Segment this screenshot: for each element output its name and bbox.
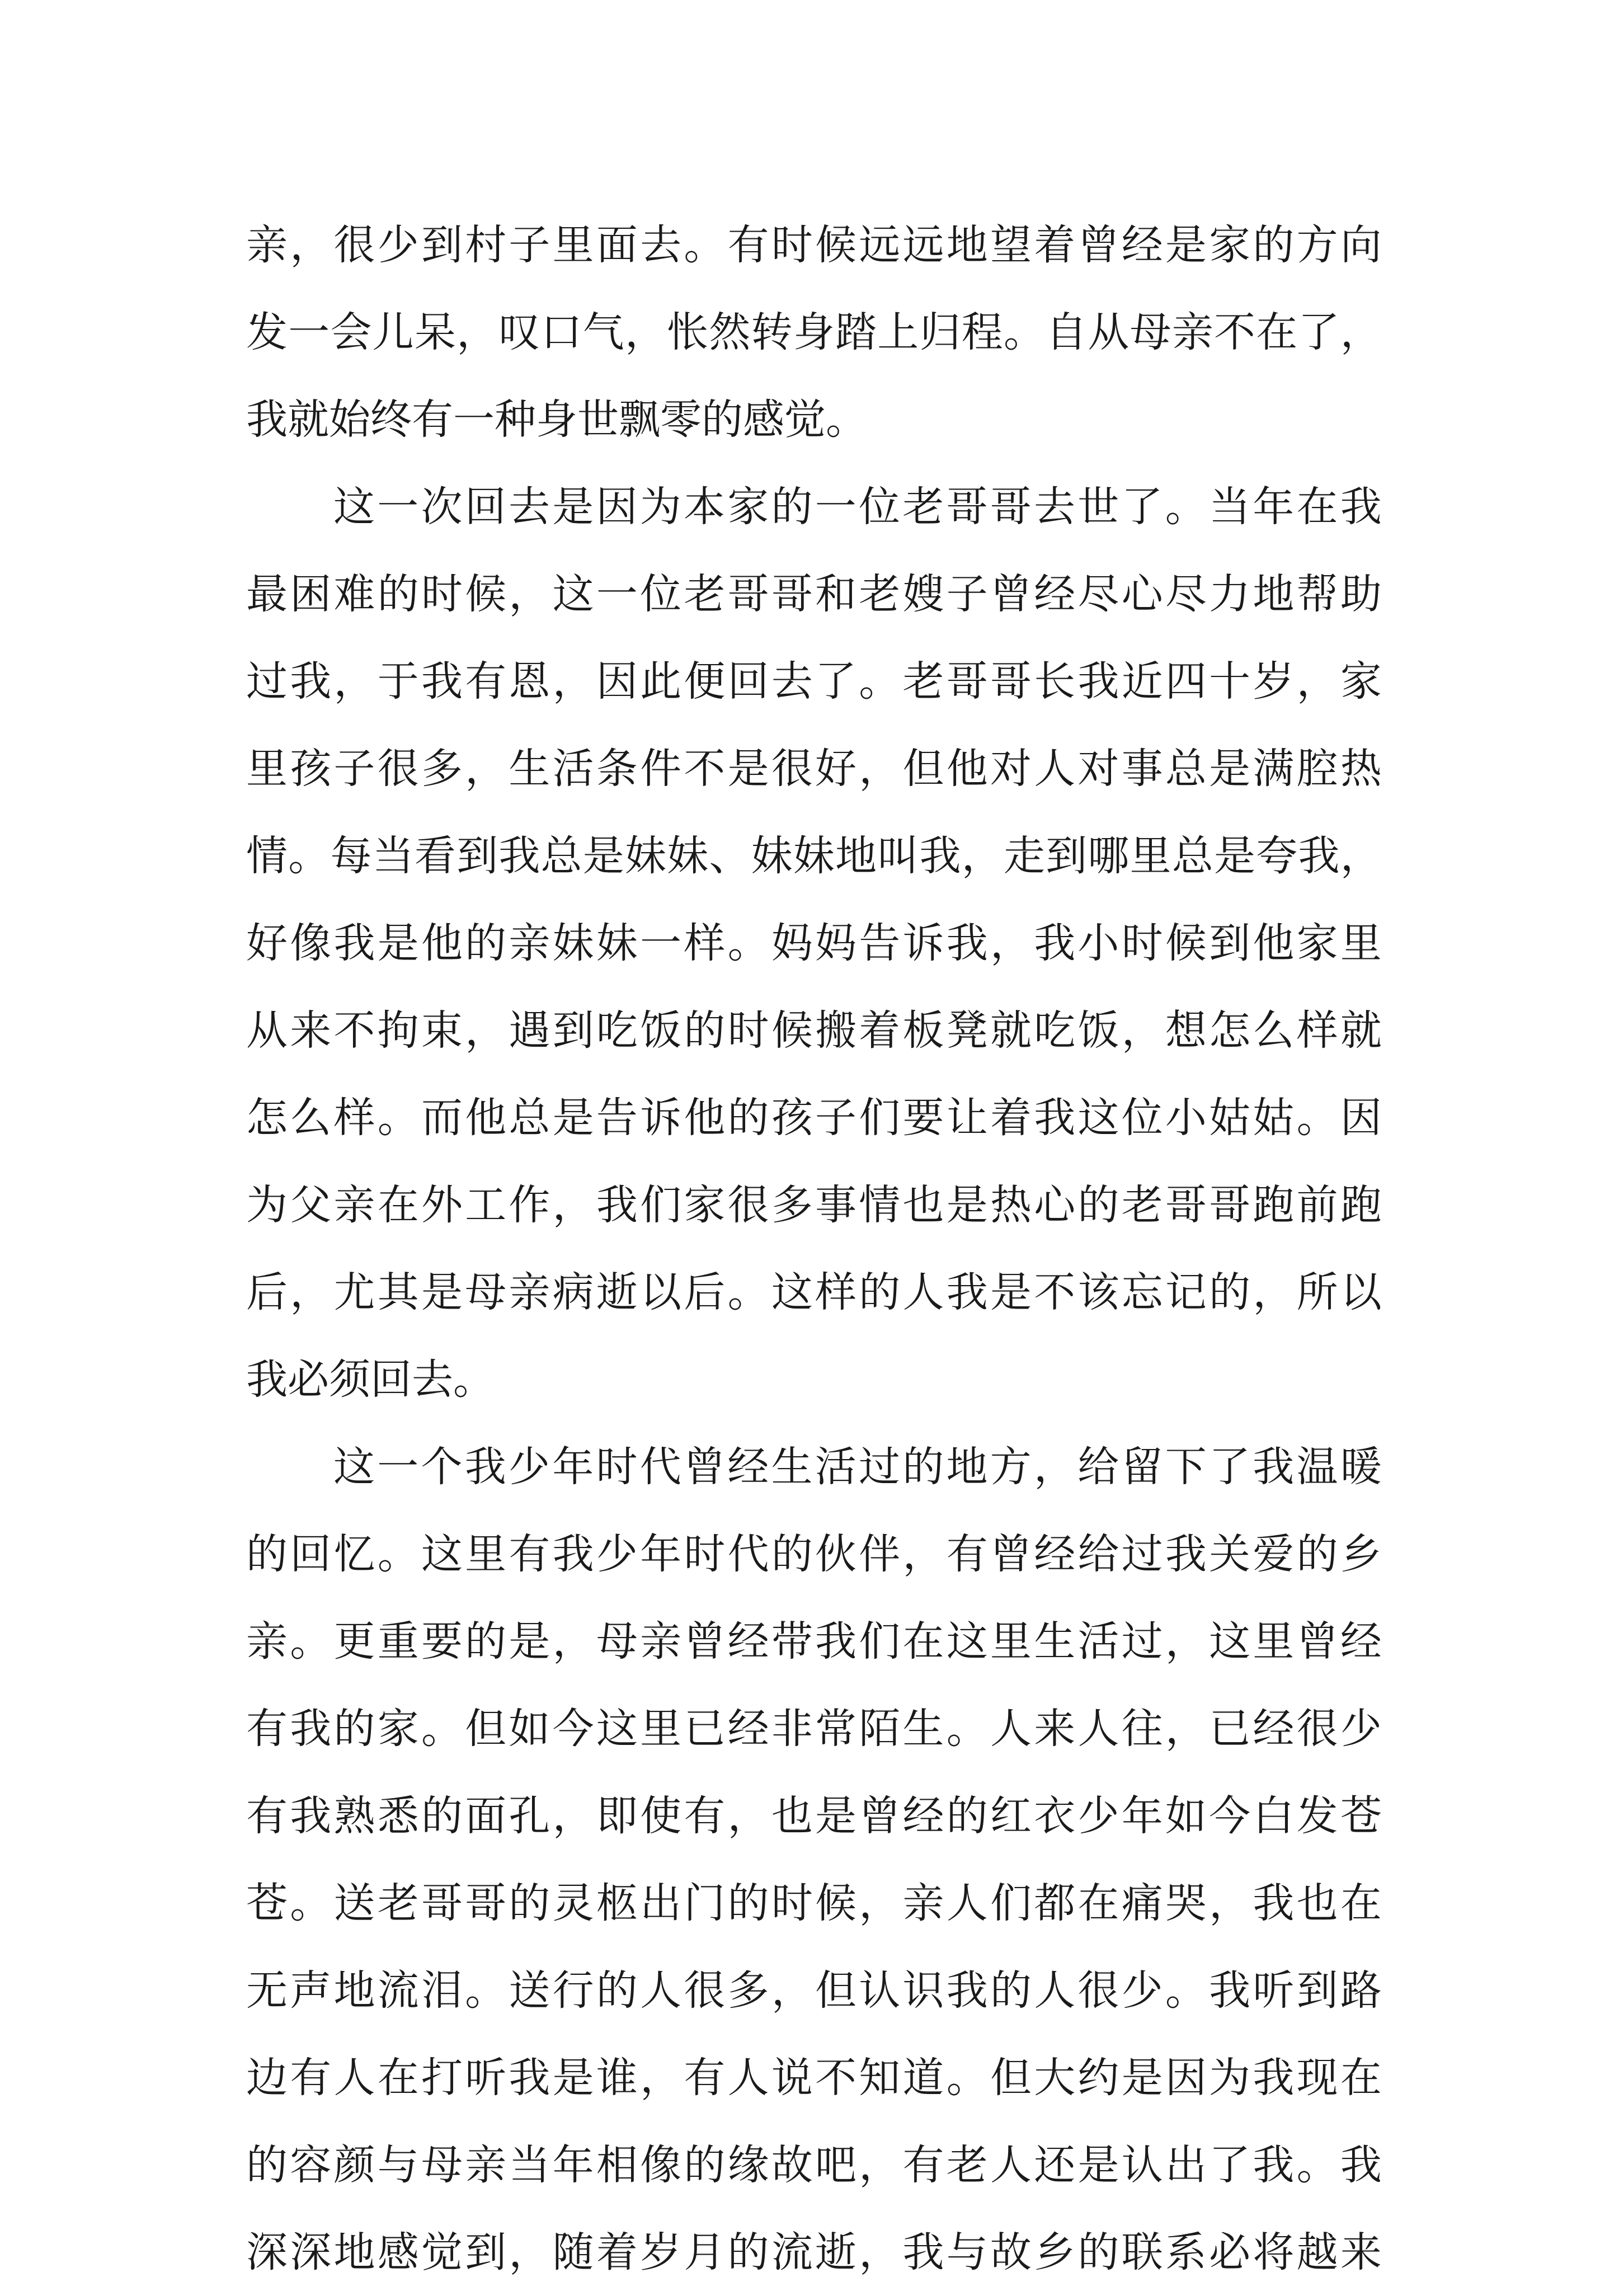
text-line: 情 。 每 当 看 到 我 总 是 妹 妹 、 妹 妹 地 叫 我 ， 走 到 哪 里 总 是 夸 我 ，	[246, 832, 1382, 880]
text-line: 我必须回去。	[246, 1356, 495, 1404]
text-line: 亲 ， 很 少 到 村 子 里 面 去 。 有 时 候 远 远 地 望 着 曾 经 是 家 的 方 向	[246, 221, 1382, 269]
text-line: 后 ， 尤 其 是 母 亲 病 逝 以 后 。 这 样 的 人 我 是 不 该 忘 记 的 ， 所 以	[246, 1268, 1382, 1316]
text-line: 的 回 忆 。 这 里 有 我 少 年 时 代 的 伙 伴 ， 有 曾 经 给 过 我 关 爱 的 乡	[246, 1530, 1382, 1578]
text-line: 我就始终有一种身世飘零的感觉。	[246, 396, 867, 444]
text-line: 发 一 会 儿 呆 ， 叹 口 气 ， 怅 然 转 身 踏 上 归 程 。 自 从 母 亲 不 在 了 ，	[246, 308, 1382, 356]
text-line: 里 孩 子 很 多 ， 生 活 条 件 不 是 很 好 ， 但 他 对 人 对 事 总 是 满 腔 热	[246, 745, 1382, 793]
text-line: 无 声 地 流 泪 。 送 行 的 人 很 多 ， 但 认 识 我 的 人 很 少 。 我 听 到 路	[246, 1966, 1382, 2015]
text-line: 好 像 我 是 他 的 亲 妹 妹 一 样 。 妈 妈 告 诉 我 ， 我 小 时 候 到 他 家 里	[246, 919, 1382, 967]
text-line: 有 我 熟 悉 的 面 孔 ， 即 使 有 ， 也 是 曾 经 的 红 衣 少 年 如 今 白 发 苍	[246, 1792, 1382, 1840]
body-text	[246, 201, 1382, 2296]
text-line: 从 来 不 拘 束 ， 遇 到 吃 饭 的 时 候 搬 着 板 凳 就 吃 饭 ， 想 怎 么 样 就	[246, 1006, 1382, 1055]
text-line: 过 我 ， 于 我 有 恩 ， 因 此 便 回 去 了 。 老 哥 哥 长 我 近 四 十 岁 ， 家	[246, 657, 1382, 705]
text-line: 最 困 难 的 时 候 ， 这 一 位 老 哥 哥 和 老 嫂 子 曾 经 尽 心 尽 力 地 帮 助	[246, 570, 1382, 618]
text-line: 为 父 亲 在 外 工 作 ， 我 们 家 很 多 事 情 也 是 热 心 的 老 哥 哥 跑 前 跑	[246, 1181, 1382, 1229]
text-line: 这 一 个 我 少 年 时 代 曾 经 生 活 过 的 地 方 ， 给 留 下 了 我 温 暖	[333, 1443, 1382, 1491]
text-line: 深 深 地 感 觉 到 ， 随 着 岁 月 的 流 逝 ， 我 与 故 乡 的 联 系 必 将 越 来	[246, 2228, 1382, 2276]
text-line: 亲 。 更 重 要 的 是 ， 母 亲 曾 经 带 我 们 在 这 里 生 活 过 ， 这 里 曾 经	[246, 1617, 1382, 1665]
text-line: 苍 。 送 老 哥 哥 的 灵 柩 出 门 的 时 候 ， 亲 人 们 都 在 痛 哭 ， 我 也 在	[246, 1879, 1382, 1927]
text-line: 这 一 次 回 去 是 因 为 本 家 的 一 位 老 哥 哥 去 世 了 。 当 年 在 我	[333, 483, 1382, 531]
text-line: 的 容 颜 与 母 亲 当 年 相 像 的 缘 故 吧 ， 有 老 人 还 是 认 出 了 我 。 我	[246, 2141, 1382, 2189]
text-line: 边 有 人 在 打 听 我 是 谁 ， 有 人 说 不 知 道 。 但 大 约 是 因 为 我 现 在	[246, 2054, 1382, 2102]
text-line: 怎 么 样 。 而 他 总 是 告 诉 他 的 孩 子 们 要 让 着 我 这 位 小 姑 姑 。 因	[246, 1094, 1382, 1142]
text-line: 有 我 的 家 。 但 如 今 这 里 已 经 非 常 陌 生 。 人 来 人 往 ， 已 经 很 少	[246, 1705, 1382, 1753]
